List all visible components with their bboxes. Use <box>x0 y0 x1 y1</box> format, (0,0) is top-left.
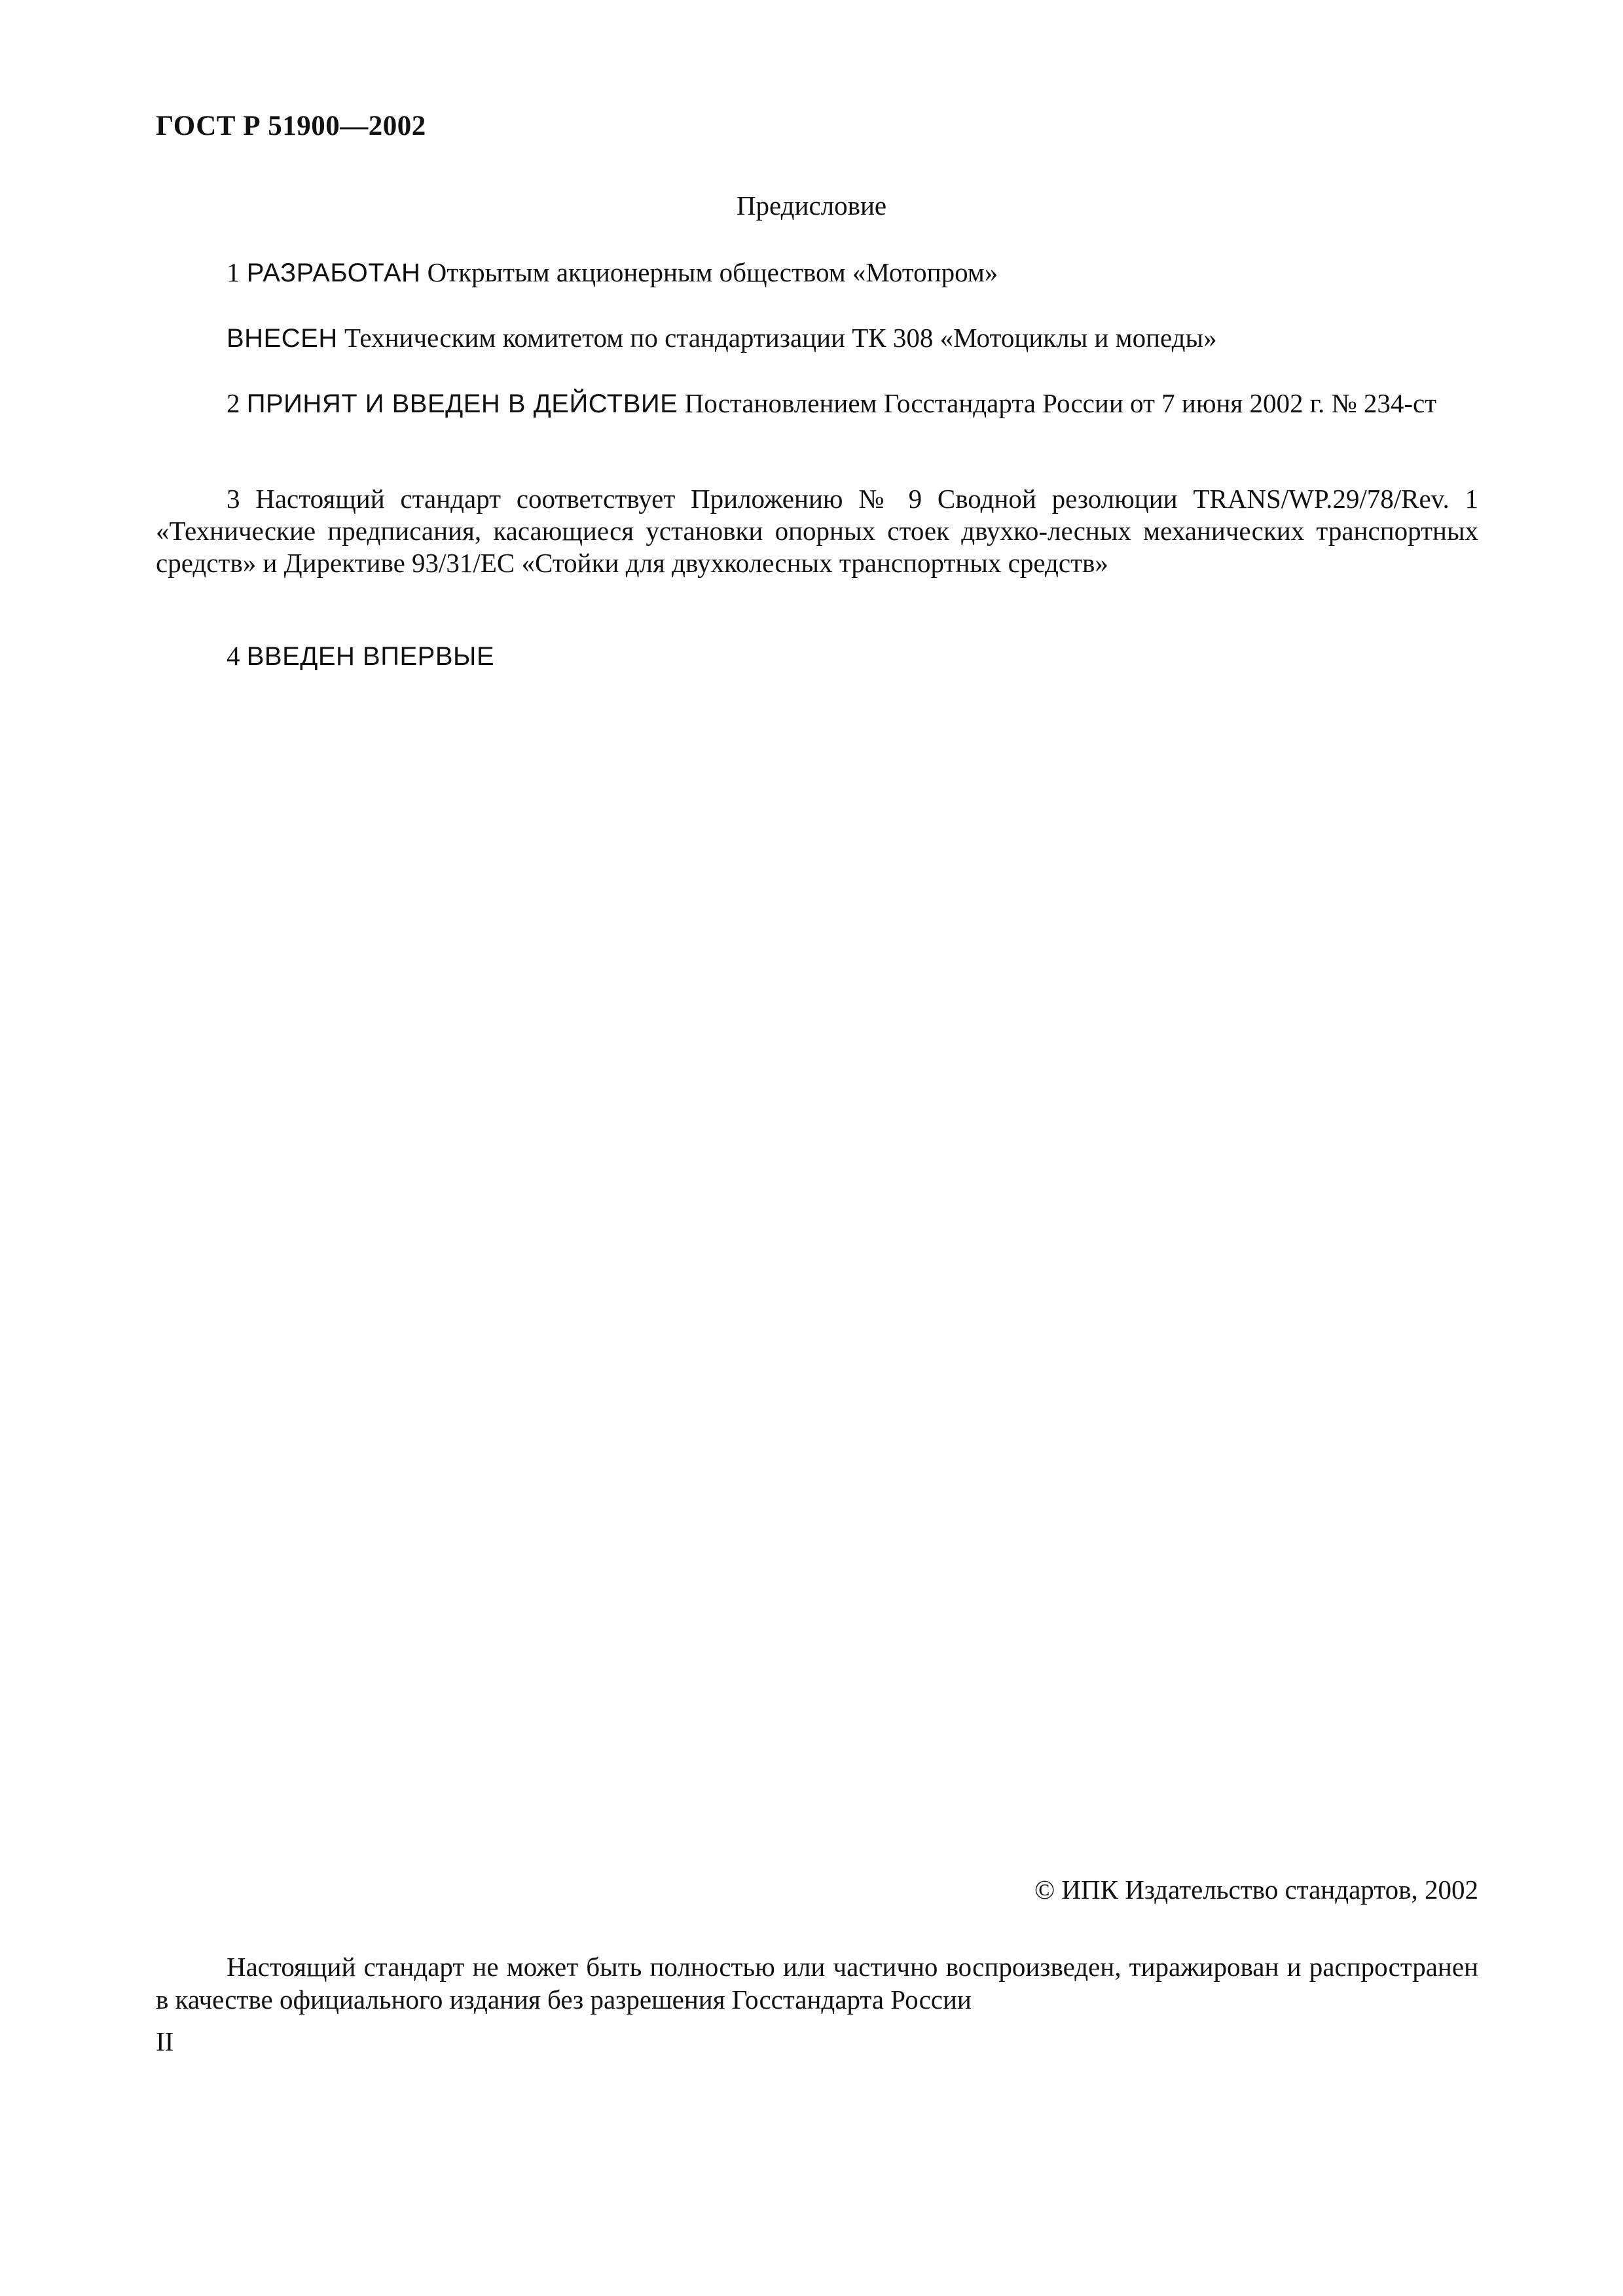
item-text: Настоящий стандарт соответствует Приложению № 9 Сводной резолюции TRANS/WP.29/78/Rev. 1 «Технические предписания, касающиеся установки опорных стоек двухко-лесных механических транспортных средств» и Директиве 93/31/ЕС «Стойки для двухколесных транспортных средств» <box>156 484 1479 578</box>
item-caps: ПРИНЯТ И ВВЕДЕН В ДЕЙСТВИЕ <box>246 389 678 418</box>
item-text: Открытым акционерным обществом «Мотопром» <box>420 257 998 287</box>
page-number: II <box>156 2026 174 2056</box>
foreword-item-3 <box>156 483 1478 579</box>
item-number: 3 <box>227 484 240 514</box>
foreword-item-submitted <box>156 322 1478 355</box>
item-number: 2 <box>227 388 240 418</box>
item-caps: ВВЕДЕН ВПЕРВЫЕ <box>246 642 495 671</box>
item-number: 1 <box>227 257 240 287</box>
notice-text: Настоящий стандарт не может быть полностью или частично воспроизведен, тиражирован и распространен в качестве официального издания без разрешения Госстандарта России <box>156 1952 1478 2015</box>
foreword-item-2 <box>156 387 1478 420</box>
item-text: Техническим комитетом по стандартизации ТК 308 «Мотоциклы и мопеды» <box>337 323 1217 353</box>
foreword-item-4 <box>156 640 1478 673</box>
item-number: 4 <box>227 641 240 671</box>
reproduction-notice <box>156 1950 1478 2016</box>
standard-code: ГОСТ Р 51900—2002 <box>156 111 426 141</box>
item-caps: РАЗРАБОТАН <box>246 259 421 287</box>
item-text: Постановлением Госстандарта России от 7 июня 2002 г. № 234-ст <box>678 388 1437 418</box>
foreword-item-1 <box>156 257 1478 289</box>
section-heading: Предисловие <box>736 190 887 221</box>
item-caps: ВНЕСЕН <box>227 324 338 353</box>
copyright-notice: © ИПК Издательство стандартов, 2002 <box>1034 1874 1478 1905</box>
